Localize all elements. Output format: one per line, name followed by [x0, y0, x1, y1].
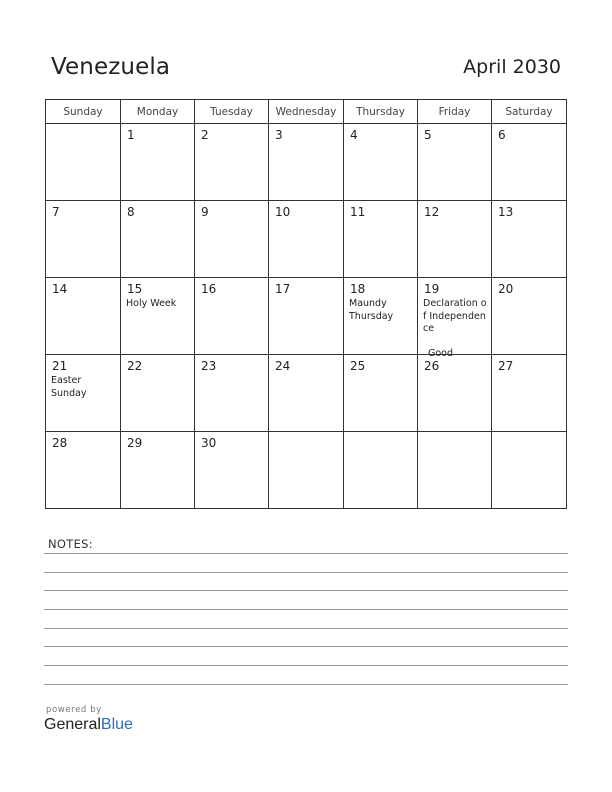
calendar-country-title: Venezuela [51, 54, 171, 80]
week-row [46, 201, 567, 278]
day-number: 27 [498, 359, 514, 373]
day-number: 21 [52, 359, 68, 373]
day-number: 19 [424, 282, 440, 296]
day-cell [269, 278, 344, 355]
notes-line [44, 572, 568, 573]
day-number: 6 [498, 128, 506, 142]
holiday-label: Holy Week [126, 298, 177, 309]
day-number: 4 [350, 128, 358, 142]
day-number: 13 [498, 205, 514, 219]
weekday-header: Thursday [344, 100, 418, 124]
day-cell [344, 355, 418, 432]
notes-label: NOTES: [48, 537, 93, 551]
day-number: 18 [350, 282, 366, 296]
day-cell [418, 355, 492, 432]
holiday-label-secondary: Good [428, 348, 454, 359]
day-number: 24 [275, 359, 291, 373]
day-number: 22 [127, 359, 143, 373]
day-number: 1 [127, 128, 135, 142]
day-cell [492, 201, 567, 278]
notes-line [44, 628, 568, 629]
brand-blue: Blue [100, 716, 133, 733]
notes-line [44, 609, 568, 610]
weekday-header: Monday [121, 100, 195, 124]
day-cell [121, 201, 195, 278]
day-cell [492, 124, 567, 201]
day-number: 25 [350, 359, 366, 373]
notes-line [44, 684, 568, 685]
day-cell [492, 432, 567, 509]
weekday-header: Sunday [46, 100, 121, 124]
weekday-header-row [46, 100, 567, 124]
day-number: 17 [275, 282, 291, 296]
day-number: 7 [52, 205, 60, 219]
weekday-header: Tuesday [195, 100, 269, 124]
holiday-label: Easter Sunday [51, 375, 87, 399]
calendar-month-title: April 2030 [463, 56, 561, 78]
day-cell [344, 124, 418, 201]
day-cell [195, 278, 269, 355]
calendar-grid [45, 99, 567, 509]
day-number: 15 [127, 282, 143, 296]
weekday-header: Wednesday [269, 100, 344, 124]
day-number: 28 [52, 436, 68, 450]
day-cell [344, 278, 418, 355]
week-row [46, 278, 567, 355]
holiday-label: Maundy Thursday [349, 298, 394, 322]
day-number: 8 [127, 205, 135, 219]
day-cell [492, 355, 567, 432]
day-cell [195, 432, 269, 509]
week-row [46, 124, 567, 201]
day-cell [269, 432, 344, 509]
powered-by-text: powered by [46, 705, 102, 715]
day-cell [121, 278, 195, 355]
weekday-header: Saturday [492, 100, 567, 124]
notes-line [44, 553, 568, 554]
day-cell [195, 201, 269, 278]
generalblue-logo [44, 716, 133, 734]
day-cell [269, 355, 344, 432]
day-cell [46, 355, 121, 432]
day-number: 12 [424, 205, 440, 219]
day-cell [46, 278, 121, 355]
notes-line [44, 590, 568, 591]
day-cell [269, 124, 344, 201]
day-cell [121, 124, 195, 201]
day-number: 10 [275, 205, 291, 219]
day-cell [418, 432, 492, 509]
day-number: 29 [127, 436, 143, 450]
day-number: 23 [201, 359, 217, 373]
day-number: 11 [350, 205, 366, 219]
day-number: 20 [498, 282, 514, 296]
day-cell [344, 432, 418, 509]
day-cell [121, 432, 195, 509]
day-cell [418, 278, 492, 359]
day-number: 26 [424, 359, 440, 373]
day-cell [46, 201, 121, 278]
week-row [46, 432, 567, 509]
day-cell [195, 355, 269, 432]
holiday-label: Declaration of Independence [423, 298, 487, 334]
week-row [46, 355, 567, 432]
day-number: 3 [275, 128, 283, 142]
day-number: 30 [201, 436, 217, 450]
day-number: 16 [201, 282, 217, 296]
notes-line [44, 665, 568, 666]
notes-line [44, 646, 568, 647]
day-number: 5 [424, 128, 432, 142]
day-cell [418, 201, 492, 278]
day-cell [344, 201, 418, 278]
day-number: 14 [52, 282, 68, 296]
day-cell [46, 432, 121, 509]
day-cell [121, 355, 195, 432]
day-number: 9 [201, 205, 209, 219]
day-cell [46, 124, 121, 201]
day-cell [418, 124, 492, 201]
brand-general: General [44, 716, 101, 733]
day-cell [492, 278, 567, 355]
day-cell [195, 124, 269, 201]
day-cell [269, 201, 344, 278]
weekday-header: Friday [418, 100, 492, 124]
day-number: 2 [201, 128, 209, 142]
